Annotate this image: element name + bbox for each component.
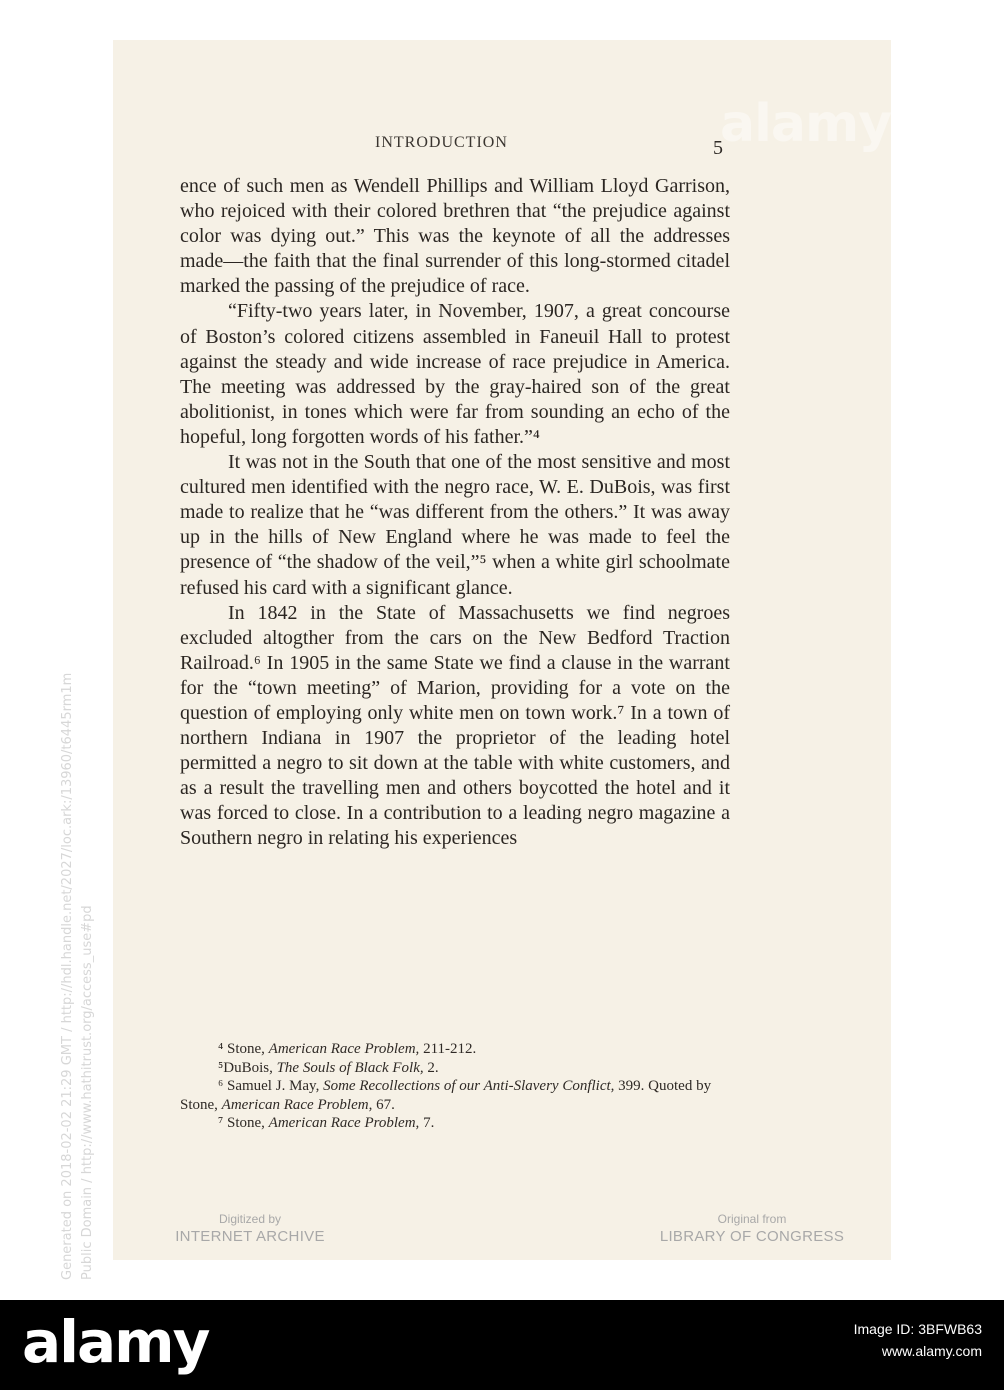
original-from-label: Original from: [717, 1212, 787, 1226]
watermark-line-2: Public Domain / http://www.hathitrust.org/access_use#pd: [80, 905, 95, 1280]
digitized-by-credit: [168, 1212, 332, 1245]
alamy-logo: alamy: [22, 1308, 209, 1376]
hathitrust-side-watermark: [58, 673, 98, 1280]
alamy-watermark: alamy: [720, 94, 892, 154]
original-from-credit: [652, 1212, 852, 1245]
footnotes: [180, 1040, 730, 1133]
library-of-congress-label: LIBRARY OF CONGRESS: [659, 1228, 845, 1245]
footnote-6: ⁶ Samuel J. May, Some Recollections of our Anti-Slavery Conflict, 399. Quoted by Stone, American Race Problem, 67.: [180, 1078, 712, 1113]
footnote-5: ⁵DuBois, The Souls of Black Folk, 2.: [218, 1059, 439, 1076]
footnote-mark: ⁷: [218, 1115, 224, 1131]
paragraph-4: In 1842 in the State of Massachusetts we find negroes excluded altogther from the cars on the New Bedford Traction Railroad.⁶ In 1905 in the same State we find a clause in the warrant for the “town meeting” of Marion, providing for a vote on the question of employing only white men on town work.⁷ In a town of northern Indiana in 1907 the proprietor of the leading hotel permitted a negro to sit down at the table with white customers, and as a result the travelling men and others boycotted the hotel and it was forced to close. In a contribution to a leading negro magazine a Southern negro in relating his experiences: [180, 601, 730, 850]
body-text: [180, 174, 730, 852]
paragraph-1: ence of such men as Wendell Phillips and William Lloyd Garrison, who rejoiced with their colored brethren that “the prejudice against color was dying out.” This was the keynote of all the addresses made—the faith that the final surrender of this long-stormed citadel marked the passing of the prejudice of race.: [180, 175, 730, 298]
image-id: Image ID: 3BFWB63: [853, 1321, 982, 1337]
stock-image-info: [854, 1318, 982, 1362]
watermark-line-1: Generated on 2018-02-02 21:29 GMT / http://hdl.handle.net/2027/loc.ark:/13960/t6445rm1m: [60, 672, 75, 1280]
footnote-4: ⁴ Stone, American Race Problem, 211-212.: [218, 1041, 477, 1057]
paragraph-3: It was not in the South that one of the most sensitive and most cultured men identified with the negro race, W. E. DuBois, was first made to realize that he “was different from the others.” It was away up in the hills of New England where he was made to feel the presence of “the shadow of the veil,”⁵ when a white girl schoolmate refused his card with a significant glance.: [180, 451, 730, 599]
footnote-mark: ⁶: [218, 1078, 224, 1094]
footnote-mark: ⁵: [218, 1059, 224, 1076]
running-header: INTRODUCTION: [375, 134, 508, 151]
page-number: 5: [713, 137, 723, 159]
footnote-7: ⁷ Stone, American Race Problem, 7.: [218, 1115, 435, 1131]
digitized-by-label: Digitized by: [218, 1212, 282, 1226]
paragraph-2: “Fifty-two years later, in November, 1907, a great concourse of Boston’s colored citizens assembled in Faneuil Hall to protest against the steady and wide increase of race prejudice in America. The meeting was addressed by the gray-haired son of the great abolitionist, in tones which were far from sounding an echo of the hopeful, long forgotten words of his father.”⁴: [180, 300, 730, 448]
footnote-mark: ⁴: [218, 1041, 224, 1057]
stock-site-url: www.alamy.com: [881, 1343, 982, 1359]
internet-archive-label: INTERNET ARCHIVE: [175, 1228, 325, 1245]
